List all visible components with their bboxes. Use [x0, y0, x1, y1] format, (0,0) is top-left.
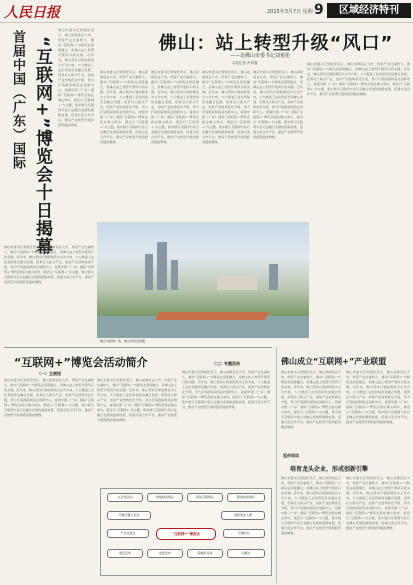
left-headline-line1: 首届中国（广东）国际 [10, 30, 25, 170]
building-shape [157, 242, 167, 290]
right-col-2: 佛山市委书记刘悦伦表示，佛山是制造业大市，传统产业比重较大，推动“互联网+”与制造业深度融合，是佛山站上转型升级风口的关键。近年来，佛山坚持以智能制造为主攻方向，大力推进工业化和信息化融合发展，培育壮大新兴产业，加快产业结构优化升级，努力打造国家制造业创新中心。首届中国（广东）国际“互联网+”博览会将在佛山举办，展会以“互联网+”为主题，集中展示互联网与各行业融合发展的最新成果，搭建交流合作平台，推动产业转型升级和经济提质增效。 [346, 370, 410, 424]
diagram-node: 投融资对接 [187, 549, 223, 558]
feature-col-2: 佛山市委书记刘悦伦表示，佛山是制造业大市，传统产业比重较大，推动“互联网+”与制造业深度融合，是佛山站上转型升级风口的关键。近年来，佛山坚持以智能制造为主攻方向，大力推进工业化和信息化融合发展，培育壮大新兴产业，加快产业结构优化升级，努力打造国家制造业创新中心。首届中国（广东）国际“互联网+”博览会将在佛山举办，展会以“互联网+”为主题，集中展示互联网与各行业融合发展的最新成果，搭建交流合作平台，推动产业转型升级和经济提质增效。 [97, 378, 177, 422]
diagram-node: 主会场活动 [107, 493, 143, 502]
building-shape [171, 260, 178, 290]
building-shape [269, 264, 278, 290]
feature-section2-title: （二）专题活动 [212, 361, 240, 366]
event-diagram [100, 488, 272, 576]
building-shape [145, 254, 153, 290]
diagram-node: 跨境电商展区 [227, 493, 265, 502]
diagram-node: 创新创业大赛 [221, 511, 265, 520]
newspaper-logo: 人民日报 [4, 5, 60, 21]
right-col-3: 佛山市委书记刘悦伦表示，佛山是制造业大市，传统产业比重较大，推动“互联网+”与制造业深度融合，是佛山站上转型升级风口的关键。近年来，佛山坚持以智能制造为主攻方向，大力推进工业化和信息化融合发展，培育壮大新兴产业，加快产业结构优化升级，努力打造国家制造业创新中心。首届中国（广东）国际“互联网+”博览会将在佛山举办，展会以“互联网+”为主题，集中展示互联网与各行业融合发展的最新成果，搭建交流合作平台，推动产业转型升级和经济提质增效。 [281, 476, 341, 535]
column-divider [276, 347, 277, 583]
main-byline: 本报记者 肖家鑫 [232, 61, 258, 65]
diagram-node: 产业对接会 [107, 529, 149, 538]
feature-section1-title: （一）主展馆 [37, 371, 61, 376]
masthead [0, 0, 413, 23]
building-shape [217, 276, 257, 290]
diagram-node: 闭幕式 [227, 549, 265, 558]
main-col-2: 佛山市委书记刘悦伦表示，佛山是制造业大市，传统产业比重较大，推动“互联网+”与制造业深度融合，是佛山站上转型升级风口的关键。近年来，佛山坚持以智能制造为主攻方向，大力推进工业化和信息化融合发展，培育壮大新兴产业，加快产业结构优化升级，努力打造国家制造业创新中心。首届中国（广东）国际“互联网+”博览会将在佛山举办，展会以“互联网+”为主题，集中展示互联网与各行业融合发展的最新成果，搭建交流合作平台，推动产业转型升级和经济提质增效。 [151, 70, 199, 144]
feature-col-3: 佛山市委书记刘悦伦表示，佛山是制造业大市，传统产业比重较大，推动“互联网+”与制造业深度融合，是佛山站上转型升级风口的关键。近年来，佛山坚持以智能制造为主攻方向，大力推进工业化和信息化融合发展，培育壮大新兴产业，加快产业结构优化升级，努力打造国家制造业创新中心。首届中国（广东）国际“互联网+”博览会将在佛山举办，展会以“互联网+”为主题，集中展示互联网与各行业融合发展的最新成果，搭建交流合作平台，推动产业转型升级和经济提质增效。 [182, 370, 270, 409]
diagram-node: 项目签约 [107, 549, 143, 558]
diagram-center: “互联网+”博览会 [156, 528, 216, 540]
right-col-1: 佛山市委书记刘悦伦表示，佛山是制造业大市，传统产业比重较大，推动“互联网+”与制造业深度融合，是佛山站上转型升级风口的关键。近年来，佛山坚持以智能制造为主攻方向，大力推进工业化和信息化融合发展，培育壮大新兴产业，加快产业结构优化升级，努力打造国家制造业创新中心。首届中国（广东）国际“互联网+”博览会将在佛山举办，展会以“互联网+”为主题，集中展示互联网与各行业融合发展的最新成果，搭建交流合作平台，推动产业转型升级和经济提质增效。 [281, 370, 341, 429]
diagram-node: 成果发布 [147, 549, 183, 558]
right-kicker: 延伸阅读 [283, 453, 299, 458]
bridge-shape [155, 312, 270, 320]
city-photo [97, 222, 309, 338]
main-headline: 佛山：站上转型升级“风口” [158, 33, 394, 54]
main-subheadline: ——访佛山市委书记刘悦伦 [230, 53, 291, 59]
main-col-right: 佛山市委书记刘悦伦表示，佛山是制造业大市，传统产业比重较大，推动“互联网+”与制造业深度融合，是佛山站上转型升级风口的关键。近年来，佛山坚持以智能制造为主攻方向，大力推进工业化和信息化融合发展，培育壮大新兴产业，加快产业结构优化升级，努力打造国家制造业创新中心。首届中国（广东）国际“互联网+”博览会将在佛山举办，展会以“互联网+”为主题，集中展示互联网与各行业融合发展的最新成果，搭建交流合作平台，推动产业转型升级和经济提质增效。 [307, 62, 410, 96]
main-col-3: 佛山市委书记刘悦伦表示，佛山是制造业大市，传统产业比重较大，推动“互联网+”与制造业深度融合，是佛山站上转型升级风口的关键。近年来，佛山坚持以智能制造为主攻方向，大力推进工业化和信息化融合发展，培育壮大新兴产业，加快产业结构优化升级，努力打造国家制造业创新中心。首届中国（广东）国际“互联网+”博览会将在佛山举办，展会以“互联网+”为主题，集中展示互联网与各行业融合发展的最新成果，搭建交流合作平台，推动产业转型升级和经济提质增效。 [202, 70, 250, 144]
left-headline-line2: “互联网+”博览会十日揭幕 [32, 36, 52, 256]
right-subheadline: 培育龙头企业，形成创新引擎 [290, 466, 369, 473]
right-headline: 佛山成立“互联网+”产业联盟 [281, 357, 387, 366]
main-col-1: 佛山市委书记刘悦伦表示，佛山是制造业大市，传统产业比重较大，推动“互联网+”与制造业深度融合，是佛山站上转型升级风口的关键。近年来，佛山坚持以智能制造为主攻方向，大力推进工业化和信息化融合发展，培育壮大新兴产业，加快产业结构优化升级，努力打造国家制造业创新中心。首届中国（广东）国际“互联网+”博览会将在佛山举办，展会以“互联网+”为主题，集中展示互联网与各行业融合发展的最新成果，搭建交流合作平台，推动产业转型升级和经济提质增效。 [100, 70, 148, 144]
left-column-text: 佛山市委书记刘悦伦表示，佛山是制造业大市，传统产业比重较大，推动“互联网+”与制造业深度融合，是佛山站上转型升级风口的关键。近年来，佛山坚持以智能制造为主攻方向，大力推进工业化和信息化融合发展，培育壮大新兴产业，加快产业结构优化升级，努力打造国家制造业创新中心。首届中国（广东）国际“互联网+”博览会将在佛山举办，展会以“互联网+”为主题，集中展示互联网与各行业融合发展的最新成果，搭建交流合作平台，推动产业转型升级和经济提质增效。 [58, 28, 94, 127]
section-divider [4, 347, 272, 348]
page-number: 9 [314, 2, 324, 18]
diagram-node: 专题论坛 [223, 529, 265, 538]
main-col-4: 佛山市委书记刘悦伦表示，佛山是制造业大市，传统产业比重较大，推动“互联网+”与制造业深度融合，是佛山站上转型升级风口的关键。近年来，佛山坚持以智能制造为主攻方向，大力推进工业化和信息化融合发展，培育壮大新兴产业，加快产业结构优化升级，努力打造国家制造业创新中心。首届中国（广东）国际“互联网+”博览会将在佛山举办，展会以“互联网+”为主题，集中展示互联网与各行业融合发展的最新成果，搭建交流合作平台，推动产业转型升级和经济提质增效。 [253, 70, 303, 139]
photo-caption: 佛山市新城一角，佛山市政府供图 [100, 339, 146, 343]
diagram-node: 移动互联展区 [187, 493, 223, 502]
left-lower-text: 佛山市委书记刘悦伦表示，佛山是制造业大市，传统产业比重较大，推动“互联网+”与制造业深度融合，是佛山站上转型升级风口的关键。近年来，佛山坚持以智能制造为主攻方向，大力推进工业化和信息化融合发展，培育壮大新兴产业，加快产业结构优化升级，努力打造国家制造业创新中心。首届中国（广东）国际“互联网+”博览会将在佛山举办，展会以“互联网+”为主题，集中展示互联网与各行业融合发展的最新成果，搭建交流合作平台，推动产业转型升级和经济提质增效。 [4, 245, 94, 284]
feature-headline: “互联网+”博览会活动简介 [14, 356, 148, 369]
issue-date: 2015年3月7日 星期一 [267, 9, 318, 15]
feature-col-1: 佛山市委书记刘悦伦表示，佛山是制造业大市，传统产业比重较大，推动“互联网+”与制造业深度融合，是佛山站上转型升级风口的关键。近年来，佛山坚持以智能制造为主攻方向，大力推进工业化和信息化融合发展，培育壮大新兴产业，加快产业结构优化升级，努力打造国家制造业创新中心。首届中国（广东）国际“互联网+”博览会将在佛山举办，展会以“互联网+”为主题，集中展示互联网与各行业融合发展的最新成果，搭建交流合作平台，推动产业转型升级和经济提质增效。 [4, 378, 94, 417]
diagram-node: 智能制造展区 [147, 493, 183, 502]
section-badge: 区域经济特刊 [327, 3, 411, 18]
diagram-node: 开幕式暨主论坛 [107, 511, 151, 520]
right-col-4: 佛山市委书记刘悦伦表示，佛山是制造业大市，传统产业比重较大，推动“互联网+”与制造业深度融合，是佛山站上转型升级风口的关键。近年来，佛山坚持以智能制造为主攻方向，大力推进工业化和信息化融合发展，培育壮大新兴产业，加快产业结构优化升级，努力打造国家制造业创新中心。首届中国（广东）国际“互联网+”博览会将在佛山举办，展会以“互联网+”为主题，集中展示互联网与各行业融合发展的最新成果，搭建交流合作平台，推动产业转型升级和经济提质增效。 [346, 476, 410, 530]
